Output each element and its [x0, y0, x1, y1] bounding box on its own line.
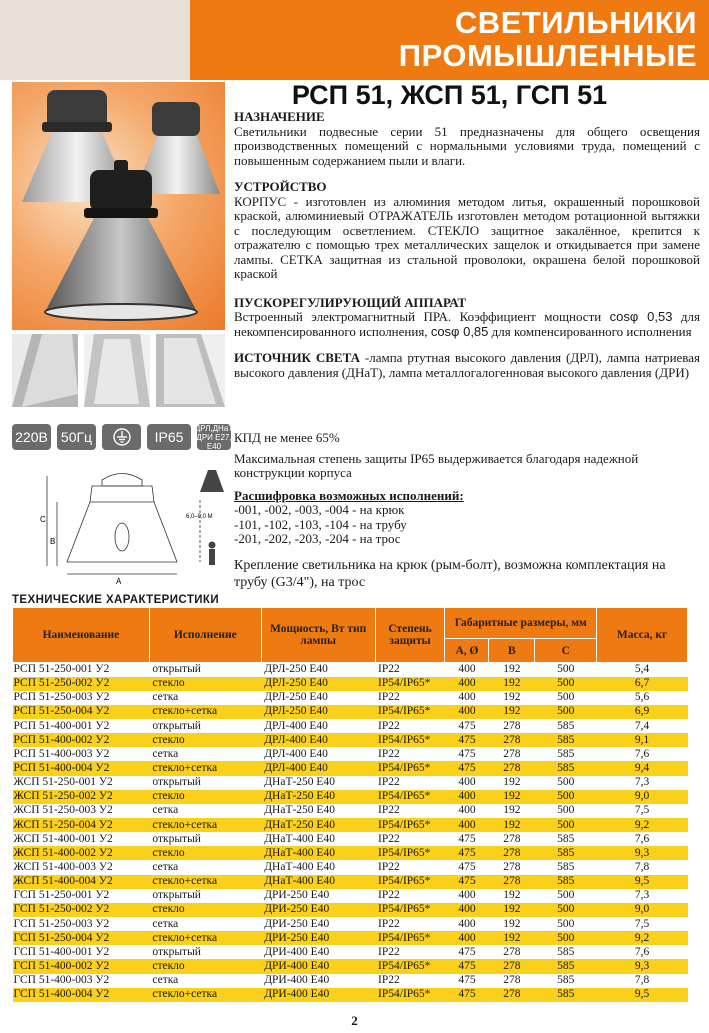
extra-specs [234, 431, 700, 547]
cell-mass: 9,0 [597, 903, 688, 917]
cell-mass: 9,3 [597, 846, 688, 860]
table-row [13, 747, 688, 761]
cell-mass: 9,5 [597, 988, 688, 1002]
title-line-1: СВЕТИЛЬНИКИ [454, 5, 697, 40]
cell-dim-b: 278 [489, 832, 535, 846]
cell-mass: 7,5 [597, 917, 688, 931]
cell-dim-c: 585 [535, 988, 597, 1002]
reflector-photo-glass [84, 334, 150, 407]
design-heading: УСТРОЙСТВО [234, 179, 327, 194]
cell-version: сетка [149, 691, 261, 705]
cell-lamp: ДНаТ-250 Е40 [261, 804, 375, 818]
cell-dim-b: 192 [489, 804, 535, 818]
cell-dim-a: 400 [445, 818, 489, 832]
cell-name: ЖСП 51-400-003 У2 [13, 860, 150, 874]
table-row [13, 860, 688, 874]
power-factor-uncompensated: cosφ 0,53 [609, 309, 673, 324]
cell-ip: IP22 [375, 804, 445, 818]
cell-name: ГСП 51-400-001 У2 [13, 945, 150, 959]
cell-lamp: ДРИ-250 Е40 [261, 903, 375, 917]
cell-dim-a: 400 [445, 705, 489, 719]
cell-lamp: ДРИ-250 Е40 [261, 889, 375, 903]
cell-dim-c: 585 [535, 945, 597, 959]
cell-dim-a: 400 [445, 889, 489, 903]
cell-mass: 7,3 [597, 776, 688, 790]
cell-ip: IP54/IP65* [375, 903, 445, 917]
cell-version: стекло+сетка [149, 875, 261, 889]
table-row [13, 804, 688, 818]
table-row [13, 705, 688, 719]
cell-dim-a: 475 [445, 988, 489, 1002]
cell-lamp: ДРИ-250 Е40 [261, 931, 375, 945]
cell-lamp: ДНаТ-250 Е40 [261, 818, 375, 832]
cell-dim-a: 400 [445, 663, 489, 677]
table-row [13, 846, 688, 860]
table-row [13, 733, 688, 747]
cell-mass: 7,3 [597, 889, 688, 903]
col-header-name: Наименование [13, 608, 150, 663]
cell-dim-a: 475 [445, 719, 489, 733]
dim-label-b: B [50, 537, 56, 546]
cell-dim-c: 585 [535, 719, 597, 733]
cell-dim-c: 500 [535, 889, 597, 903]
cell-name: ГСП 51-400-004 У2 [13, 988, 150, 1002]
cell-name: ЖСП 51-250-003 У2 [13, 804, 150, 818]
cell-version: сетка [149, 917, 261, 931]
table-row [13, 663, 688, 677]
cell-name: РСП 51-400-004 У2 [13, 761, 150, 775]
cell-ip: IP22 [375, 860, 445, 874]
col-header-power: Мощность, Вт тип лампы [261, 608, 375, 663]
cell-version: стекло [149, 733, 261, 747]
cell-lamp: ДРЛ-250 Е40 [261, 663, 375, 677]
cell-dim-c: 500 [535, 691, 597, 705]
page-title [399, 6, 697, 72]
dim-label-c: C [40, 515, 46, 524]
cell-mass: 7,5 [597, 804, 688, 818]
light-source-text: ИСТОЧНИК СВЕТА -лампа ртутная высокого давления (ДРЛ), лампа натриевая высокого давления (ДНаТ), лампа металлогалогенновая высокого давления (ДРИ) [234, 350, 701, 380]
design-text: КОРПУС - изготовлен из алюминия методом литья, окрашенный порошковой краской, алюминиевый ОТРАЖАТЕЛЬ изготовлен методом ротационной вытяжки с последующим осветлением. СТЕКЛО защитное закалённое, крепится к отражателю с помощью трех металлических защелок и откидывается при замене лампы. СЕТКА защитная из стальной проволоки, окрашена белой порошковой краской [234, 193, 700, 281]
cell-mass: 7,8 [597, 860, 688, 874]
purpose-text: Светильники подвесные серии 51 предназначены для общего освещения производственных помещений с нормальными условиями труда, помещений с повышенным содержанием пыли и влаги. [234, 123, 700, 168]
table-row [13, 875, 688, 889]
lamp-type-badge: ДРЛ,ДНаТ ДРИ Е27, Е40 [194, 423, 234, 451]
cell-lamp: ДРЛ-250 Е40 [261, 691, 375, 705]
product-photo [12, 82, 225, 330]
cell-name: ГСП 51-250-001 У2 [13, 889, 150, 903]
cell-ip: IP22 [375, 691, 445, 705]
cell-version: стекло [149, 790, 261, 804]
cell-dim-a: 475 [445, 846, 489, 860]
col-header-a: A, Ø [445, 639, 489, 663]
ip-rating-badge: IP65 [147, 424, 191, 450]
cell-dim-b: 278 [489, 860, 535, 874]
cell-dim-a: 400 [445, 917, 489, 931]
cell-lamp: ДРИ-400 Е40 [261, 974, 375, 988]
cell-name: ЖСП 51-400-004 У2 [13, 875, 150, 889]
cell-lamp: ДРЛ-400 Е40 [261, 719, 375, 733]
dim-label-a: A [116, 577, 122, 586]
table-row [13, 790, 688, 804]
header-side-stripe [0, 0, 190, 80]
voltage-badge: 220В [12, 424, 51, 450]
table-caption: ТЕХНИЧЕСКИЕ ХАРАКТЕРИСТИКИ [12, 594, 220, 606]
efficiency-text: КПД не менее 65% [234, 430, 340, 445]
cell-name: ГСП 51-400-002 У2 [13, 959, 150, 973]
cell-dim-a: 475 [445, 875, 489, 889]
cell-dim-a: 400 [445, 931, 489, 945]
ballast-text: Встроенный электромагнитный ПРА. Коэффициент мощности cosφ 0,53 для некомпенсированного исполнения, cosφ 0,85 для компенсированного исполнения [234, 309, 700, 339]
cell-ip: IP54/IP65* [375, 790, 445, 804]
cell-ip: IP22 [375, 776, 445, 790]
variant-line: -201, -202, -203, -204 - на трос [234, 531, 401, 546]
cell-mass: 6,7 [597, 677, 688, 691]
cell-lamp: ДРИ-400 Е40 [261, 945, 375, 959]
cell-ip: IP22 [375, 832, 445, 846]
cell-dim-b: 192 [489, 903, 535, 917]
cell-ip: IP54/IP65* [375, 733, 445, 747]
cell-version: сетка [149, 860, 261, 874]
cell-dim-c: 585 [535, 860, 597, 874]
col-header-b: B [489, 639, 535, 663]
cell-version: сетка [149, 804, 261, 818]
cell-dim-b: 192 [489, 677, 535, 691]
cell-lamp: ДНаТ-250 Е40 [261, 776, 375, 790]
cell-name: ЖСП 51-250-004 У2 [13, 818, 150, 832]
cell-dim-c: 500 [535, 776, 597, 790]
cell-ip: IP22 [375, 945, 445, 959]
cell-mass: 7,4 [597, 719, 688, 733]
cell-dim-c: 500 [535, 818, 597, 832]
cell-dim-c: 500 [535, 917, 597, 931]
cell-version: стекло+сетка [149, 931, 261, 945]
cell-dim-b: 192 [489, 776, 535, 790]
cell-dim-c: 500 [535, 903, 597, 917]
table-row [13, 959, 688, 973]
cell-dim-b: 278 [489, 747, 535, 761]
cell-lamp: ДРЛ-400 Е40 [261, 761, 375, 775]
cell-ip: IP22 [375, 719, 445, 733]
protection-text: Максимальная степень защиты IP65 выдерживается благодаря надежной конструкции корпуса [234, 450, 639, 480]
cell-dim-c: 500 [535, 663, 597, 677]
cell-mass: 9,0 [597, 790, 688, 804]
cell-lamp: ДНаТ-250 Е40 [261, 790, 375, 804]
cell-dim-a: 400 [445, 790, 489, 804]
cell-dim-a: 400 [445, 903, 489, 917]
cell-lamp: ДНаТ-400 Е40 [261, 875, 375, 889]
table-body [13, 663, 688, 1002]
cell-mass: 9,2 [597, 931, 688, 945]
cell-dim-c: 585 [535, 875, 597, 889]
cell-name: ЖСП 51-400-002 У2 [13, 846, 150, 860]
cell-name: ГСП 51-250-003 У2 [13, 917, 150, 931]
cell-version: открытый [149, 719, 261, 733]
table-row [13, 677, 688, 691]
cell-dim-a: 475 [445, 860, 489, 874]
table-row [13, 931, 688, 945]
cell-dim-a: 475 [445, 974, 489, 988]
cell-mass: 7,6 [597, 945, 688, 959]
cell-ip: IP22 [375, 889, 445, 903]
luminaire-illustration [12, 82, 225, 330]
cell-name: ЖСП 51-250-001 У2 [13, 776, 150, 790]
table-row [13, 832, 688, 846]
cell-name: РСП 51-250-002 У2 [13, 677, 150, 691]
cell-name: РСП 51-250-004 У2 [13, 705, 150, 719]
cell-dim-c: 500 [535, 677, 597, 691]
cell-lamp: ДРЛ-250 Е40 [261, 705, 375, 719]
variant-line: -101, -102, -103, -104 - на трубу [234, 516, 407, 532]
cell-ip: IP22 [375, 917, 445, 931]
cell-lamp: ДНаТ-400 Е40 [261, 860, 375, 874]
reflector-photo-open [12, 334, 78, 407]
cell-dim-b: 278 [489, 846, 535, 860]
cell-dim-c: 585 [535, 747, 597, 761]
table-row [13, 917, 688, 931]
cell-lamp: ДРЛ-400 Е40 [261, 733, 375, 747]
cell-name: ГСП 51-250-002 У2 [13, 903, 150, 917]
mounting-text: Крепление светильника на крюк (рым-болт), возможна комплектация на трубу (G3/4"), на трос [234, 558, 666, 590]
cell-name: ГСП 51-400-003 У2 [13, 974, 150, 988]
cell-dim-b: 278 [489, 875, 535, 889]
col-header-c: C [535, 639, 597, 663]
col-header-dims: Габаритные размеры, мм [445, 608, 597, 639]
cell-lamp: ДРИ-400 Е40 [261, 959, 375, 973]
cell-ip: IP54/IP65* [375, 875, 445, 889]
cell-dim-b: 278 [489, 945, 535, 959]
cell-version: открытый [149, 945, 261, 959]
cell-ip: IP54/IP65* [375, 988, 445, 1002]
cell-mass: 9,4 [597, 761, 688, 775]
table-row [13, 889, 688, 903]
cell-dim-a: 475 [445, 959, 489, 973]
table-row [13, 945, 688, 959]
cell-dim-a: 475 [445, 747, 489, 761]
ground-icon [102, 424, 141, 450]
cell-dim-b: 192 [489, 917, 535, 931]
cell-lamp: ДНаТ-400 Е40 [261, 846, 375, 860]
cell-version: открытый [149, 832, 261, 846]
cell-version: стекло+сетка [149, 818, 261, 832]
cell-version: сетка [149, 974, 261, 988]
cell-mass: 7,8 [597, 974, 688, 988]
spec-badges [12, 423, 234, 451]
cell-dim-c: 585 [535, 761, 597, 775]
cell-dim-b: 278 [489, 719, 535, 733]
cell-mass: 7,6 [597, 747, 688, 761]
cell-dim-c: 500 [535, 790, 597, 804]
purpose-heading: НАЗНАЧЕНИЕ [234, 109, 325, 124]
variant-line: -001, -002, -003, -004 - на крюк [234, 502, 405, 517]
cell-dim-b: 192 [489, 889, 535, 903]
cell-name: РСП 51-400-003 У2 [13, 747, 150, 761]
cell-lamp: ДРЛ-250 Е40 [261, 677, 375, 691]
cell-version: стекло+сетка [149, 761, 261, 775]
cell-lamp: ДРИ-400 Е40 [261, 988, 375, 1002]
cell-dim-c: 585 [535, 832, 597, 846]
power-factor-compensated: cosφ 0,85 [430, 323, 489, 339]
cell-dim-c: 585 [535, 974, 597, 988]
cell-dim-b: 192 [489, 705, 535, 719]
cell-version: открытый [149, 663, 261, 677]
variants-heading: Расшифровка возможных исполнений: [234, 487, 464, 503]
cell-lamp: ДРИ-250 Е40 [261, 917, 375, 931]
frequency-badge: 50Гц [57, 424, 96, 450]
cell-dim-a: 400 [445, 776, 489, 790]
cell-name: РСП 51-400-002 У2 [13, 733, 150, 747]
table-row [13, 903, 688, 917]
model-series-title: РСП 51, ЖСП 51, ГСП 51 [291, 80, 608, 110]
cell-dim-b: 192 [489, 818, 535, 832]
table-row [13, 818, 688, 832]
cell-dim-b: 192 [489, 663, 535, 677]
cell-version: стекло [149, 846, 261, 860]
cell-dim-c: 500 [535, 804, 597, 818]
cell-dim-b: 192 [489, 691, 535, 705]
cell-dim-b: 192 [489, 790, 535, 804]
cell-ip: IP54/IP65* [375, 846, 445, 860]
cell-dim-a: 400 [445, 804, 489, 818]
cell-dim-a: 475 [445, 761, 489, 775]
cell-dim-b: 278 [489, 761, 535, 775]
cell-mass: 9,3 [597, 959, 688, 973]
description-block [234, 110, 700, 380]
table-row [13, 776, 688, 790]
cell-version: открытый [149, 889, 261, 903]
cell-dim-b: 278 [489, 988, 535, 1002]
table-row [13, 988, 688, 1002]
light-source-heading: ИСТОЧНИК СВЕТА [234, 350, 361, 365]
specifications-table [12, 607, 688, 1002]
cell-version: стекло+сетка [149, 705, 261, 719]
mount-height-label: 6,0–9,0 М [186, 514, 213, 520]
cell-dim-a: 475 [445, 945, 489, 959]
cell-mass: 7,6 [597, 832, 688, 846]
cell-mass: 5,4 [597, 663, 688, 677]
cell-name: ЖСП 51-250-002 У2 [13, 790, 150, 804]
cell-version: стекло [149, 903, 261, 917]
cell-dim-b: 278 [489, 974, 535, 988]
reflector-photo-mesh [156, 334, 225, 407]
table-row [13, 761, 688, 775]
cell-dim-c: 585 [535, 733, 597, 747]
cell-dim-a: 400 [445, 677, 489, 691]
cell-mass: 6,9 [597, 705, 688, 719]
table-row [13, 719, 688, 733]
dimension-drawing [12, 462, 237, 592]
cell-dim-c: 500 [535, 931, 597, 945]
cell-ip: IP22 [375, 747, 445, 761]
cell-dim-b: 192 [489, 931, 535, 945]
cell-version: стекло+сетка [149, 988, 261, 1002]
cell-mass: 9,2 [597, 818, 688, 832]
cell-name: ЖСП 51-400-001 У2 [13, 832, 150, 846]
cell-name: РСП 51-250-003 У2 [13, 691, 150, 705]
cell-ip: IP54/IP65* [375, 959, 445, 973]
cell-mass: 9,5 [597, 875, 688, 889]
cell-ip: IP54/IP65* [375, 818, 445, 832]
cell-ip: IP54/IP65* [375, 931, 445, 945]
col-header-mass: Масса, кг [597, 608, 688, 663]
cell-mass: 9,1 [597, 733, 688, 747]
cell-dim-a: 475 [445, 733, 489, 747]
cell-version: стекло [149, 959, 261, 973]
cell-dim-a: 400 [445, 691, 489, 705]
title-line-2: ПРОМЫШЛЕННЫЕ [398, 38, 697, 73]
page-number: 2 [351, 1013, 358, 1028]
cell-dim-b: 278 [489, 733, 535, 747]
cell-mass: 5,6 [597, 691, 688, 705]
cell-dim-a: 475 [445, 832, 489, 846]
cell-ip: IP54/IP65* [375, 705, 445, 719]
table-row [13, 691, 688, 705]
cell-ip: IP22 [375, 663, 445, 677]
cell-ip: IP54/IP65* [375, 677, 445, 691]
cell-version: стекло [149, 677, 261, 691]
cell-ip: IP22 [375, 974, 445, 988]
table-row [13, 974, 688, 988]
cell-name: ГСП 51-250-004 У2 [13, 931, 150, 945]
col-header-version: Исполнение [149, 608, 261, 663]
cell-name: РСП 51-250-001 У2 [13, 663, 150, 677]
cell-lamp: ДНаТ-400 Е40 [261, 832, 375, 846]
cell-dim-b: 278 [489, 959, 535, 973]
cell-dim-c: 500 [535, 705, 597, 719]
ballast-heading: ПУСКОРЕГУЛИРУЮЩИЙ АППАРАТ [234, 294, 467, 310]
cell-name: РСП 51-400-001 У2 [13, 719, 150, 733]
cell-ip: IP54/IP65* [375, 761, 445, 775]
cell-dim-c: 585 [535, 959, 597, 973]
cell-lamp: ДРЛ-400 Е40 [261, 747, 375, 761]
cell-version: сетка [149, 747, 261, 761]
cell-version: открытый [149, 776, 261, 790]
cell-dim-c: 585 [535, 846, 597, 860]
col-header-ip: Степень защиты [375, 608, 445, 663]
